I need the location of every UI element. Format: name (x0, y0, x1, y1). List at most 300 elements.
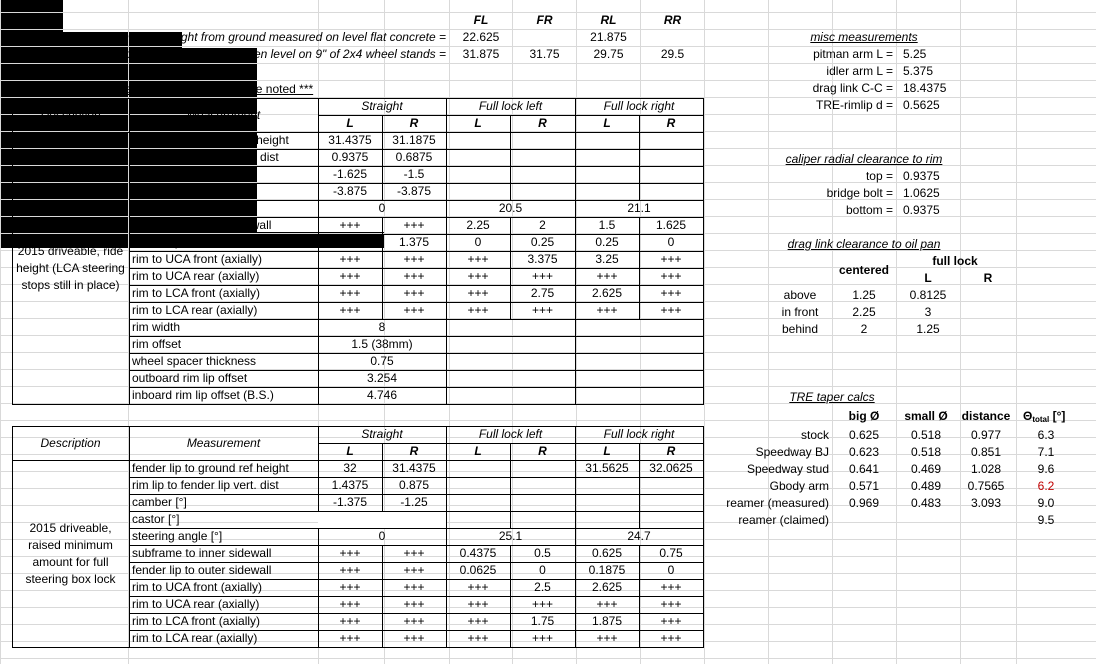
border (639, 494, 640, 511)
tre-distance[interactable]: 0.851 (970, 445, 1002, 459)
header-rr[interactable]: RR (663, 13, 682, 27)
border (639, 132, 640, 149)
value-cell[interactable]: +++ (467, 269, 489, 283)
border (510, 166, 511, 183)
value-cell[interactable]: 32.0625 (649, 461, 693, 475)
border (639, 115, 640, 132)
tre-title[interactable]: TRE taper calcs (789, 390, 875, 404)
value-cell[interactable]: +++ (467, 580, 489, 594)
measurement-label[interactable]: fender lip to ground ref height (132, 461, 289, 475)
tre-row-label[interactable]: Speedway BJ (755, 445, 829, 459)
full-lock-left-header[interactable]: Full lock left (478, 99, 543, 113)
l-header[interactable]: L (346, 116, 354, 130)
border (382, 562, 383, 579)
value-cell[interactable]: +++ (339, 563, 361, 577)
straight-header[interactable]: Straight (361, 99, 403, 113)
border (639, 302, 640, 319)
tre-distance[interactable]: 0.7565 (967, 479, 1005, 493)
value-straight-r[interactable]: -3.875 (396, 184, 432, 198)
tre-theta[interactable]: 9.6 (1037, 462, 1055, 476)
table-border (129, 528, 703, 529)
border (382, 302, 383, 319)
border (382, 630, 383, 647)
table-border (129, 387, 703, 388)
value-cell[interactable]: +++ (467, 631, 489, 645)
border (510, 630, 511, 647)
measurement-label[interactable]: rim offset (132, 337, 182, 351)
table-border (12, 647, 703, 648)
value-cell[interactable]: 0.625 (591, 546, 623, 560)
measurement-label[interactable]: rim lip to fender lip vert. dist (132, 150, 279, 164)
value-straight-l[interactable]: -1.375 (332, 495, 368, 509)
value-cell[interactable]: +++ (403, 286, 425, 300)
table-border (129, 234, 703, 235)
drag-centered-value[interactable]: 2.25 (852, 305, 876, 319)
misc-value[interactable]: 18.4375 (903, 81, 947, 95)
border (510, 460, 511, 477)
tre-big[interactable]: 0.571 (848, 479, 880, 493)
measurement-label[interactable]: rim to LCA front (axially) (132, 614, 261, 628)
full-lock-right-header[interactable]: Full lock right (603, 99, 675, 113)
value-cell[interactable]: 1.5 (598, 218, 616, 232)
caliper-value[interactable]: 0.9375 (903, 203, 940, 217)
tre-big[interactable]: 0.623 (848, 445, 880, 459)
table-border (129, 613, 703, 614)
drag-fulllock-value[interactable]: 1.25 (916, 322, 940, 336)
measurement-label[interactable]: inboard rim lip offset (B.S.) (132, 388, 274, 402)
border (382, 460, 383, 477)
tre-small[interactable]: 0.489 (910, 479, 942, 493)
row2-rr[interactable]: 29.5 (660, 47, 685, 61)
value-straight-r[interactable]: 0.875 (398, 478, 430, 492)
border (639, 443, 640, 460)
tre-row-label[interactable]: stock (800, 428, 829, 442)
table-border (129, 183, 703, 184)
measurement-label[interactable]: rim to LCA rear (axially) (132, 631, 258, 645)
l-header[interactable]: L (474, 116, 482, 130)
border (639, 166, 640, 183)
value-cell[interactable]: +++ (339, 614, 361, 628)
drag-centered[interactable]: centered (838, 263, 890, 277)
description-cell[interactable]: 2015 driveable, ride height (LCA steering stops still in place) (16, 243, 125, 292)
value-cell[interactable]: 1.625 (655, 218, 687, 232)
row1-label[interactable]: Fender lip height from ground measured on level flat concrete = (108, 30, 446, 44)
tre-h-distance[interactable]: distance (961, 409, 1011, 423)
tre-h-big[interactable]: big Ø (848, 409, 880, 423)
table-border (129, 630, 703, 631)
r-header[interactable]: R (409, 444, 419, 458)
measurement-header[interactable]: Measurement (186, 436, 261, 450)
caliper-label[interactable]: bridge bolt = (826, 186, 893, 200)
value-cell[interactable]: +++ (403, 269, 425, 283)
table-border (129, 579, 703, 580)
value-cell[interactable]: 2.25 (466, 218, 490, 232)
row2-fl[interactable]: 31.875 (462, 47, 500, 61)
table-border (129, 200, 703, 201)
value-cell[interactable]: +++ (660, 580, 682, 594)
row2-fr[interactable]: 31.75 (529, 47, 560, 61)
drag-row-label[interactable]: above (783, 288, 817, 302)
value-straight-l[interactable]: -1.625 (332, 167, 368, 181)
caliper-value[interactable]: 1.0625 (903, 186, 940, 200)
description-cell[interactable]: 2015 driveable, raised minimum amount for full steering box lock (25, 520, 116, 586)
tre-small[interactable]: 0.469 (910, 462, 942, 476)
tre-theta[interactable]: 9.0 (1037, 496, 1055, 510)
value-cell[interactable]: 1.375 (398, 235, 430, 249)
measurement-label[interactable]: rim to UCA front (axially) (132, 580, 263, 594)
border (446, 98, 447, 404)
value-cell[interactable]: 32 (343, 461, 357, 475)
border (510, 545, 511, 562)
row2-rl[interactable]: 29.75 (593, 47, 624, 61)
value-cell[interactable]: 2 (539, 218, 546, 232)
measurement-label[interactable]: rim to LCA rear (axially) (132, 303, 258, 317)
header-fl[interactable]: FL (473, 13, 489, 27)
value-straight-l[interactable]: 1.4375 (331, 478, 369, 492)
border (12, 98, 13, 404)
border (575, 98, 576, 404)
border (639, 630, 640, 647)
border (639, 285, 640, 302)
border (639, 183, 640, 200)
measurement-label[interactable]: steering angle [°] (132, 201, 223, 215)
misc-label[interactable]: drag link C-C = (812, 81, 893, 95)
measurement-label[interactable]: camber [°] (132, 167, 187, 181)
value-cell[interactable] (446, 460, 510, 477)
drag-row-label[interactable]: behind (781, 322, 819, 336)
caliper-title[interactable]: caliper radial clearance to rim (785, 152, 943, 166)
value-straight-l[interactable]: 0.9375 (331, 150, 369, 164)
value-steer-straight[interactable]: 0 (378, 529, 386, 543)
table-border (129, 370, 703, 371)
value-cell[interactable]: 3.375 (527, 252, 558, 266)
merged-value[interactable]: 3.254 (366, 371, 398, 385)
r-header[interactable]: R (538, 444, 547, 458)
measurement-label[interactable]: fender lip to outer sidewall (132, 563, 272, 577)
table-border (129, 545, 703, 546)
value-cell[interactable]: 31.4375 (392, 461, 436, 475)
r-header[interactable]: R (666, 116, 676, 130)
value-straight-r[interactable]: -1.5 (403, 167, 425, 181)
value-straight-l[interactable]: -3.875 (332, 184, 368, 198)
table-border (129, 268, 703, 269)
value-cell[interactable]: +++ (531, 631, 554, 645)
border (382, 494, 383, 511)
border (382, 596, 383, 613)
row1-fl[interactable]: 22.625 (462, 30, 500, 44)
misc-value[interactable]: 5.25 (903, 47, 927, 61)
value-cell[interactable]: +++ (403, 546, 425, 560)
value-cell[interactable]: +++ (403, 563, 425, 577)
tre-row-label[interactable]: Speedway stud (746, 462, 829, 476)
value-cell[interactable]: 0.1875 (588, 563, 626, 577)
misc-label[interactable]: TRE-rimlip d = (815, 98, 893, 112)
border (12, 426, 13, 647)
drag-row-label[interactable]: in front (781, 305, 819, 319)
units-note[interactable]: *** all numbers/units are inches unless otherwise noted *** (3, 82, 314, 96)
value-cell[interactable]: +++ (660, 614, 682, 628)
drag-L[interactable]: L (924, 271, 932, 285)
tre-big[interactable]: 0.969 (848, 496, 880, 510)
l-header[interactable]: L (603, 444, 611, 458)
measurement-label[interactable]: rim to UCA rear (axially) (132, 597, 260, 611)
border (639, 149, 640, 166)
value-cell[interactable]: +++ (660, 597, 682, 611)
border (510, 477, 511, 494)
value-cell[interactable]: 0 (667, 563, 675, 577)
measurement-label[interactable]: fender lip to outer sidewall (132, 235, 272, 249)
value-cell[interactable]: 1.75 (530, 614, 555, 628)
value-cell[interactable]: 1.875 (591, 614, 623, 628)
value-cell[interactable]: +++ (339, 303, 361, 317)
measurement-label[interactable]: castor [°] (132, 184, 180, 198)
border (129, 98, 130, 405)
tre-theta[interactable]: 7.1 (1037, 445, 1055, 459)
l-header[interactable]: L (346, 444, 354, 458)
gridline (0, 658, 1096, 659)
row1-rl[interactable]: 21.875 (590, 30, 627, 44)
merged-value[interactable]: 8 (378, 320, 386, 334)
value-cell[interactable]: +++ (403, 303, 425, 317)
value-cell[interactable]: 1.375 (334, 235, 366, 249)
value-cell[interactable]: +++ (596, 269, 618, 283)
border (382, 183, 383, 200)
border (446, 426, 447, 647)
value-cell[interactable]: +++ (403, 597, 425, 611)
value-cell[interactable]: 31.5625 (585, 461, 629, 475)
border (575, 426, 576, 647)
value-cell[interactable]: +++ (596, 303, 618, 317)
r-header[interactable]: R (538, 116, 547, 130)
border (703, 98, 704, 405)
drag-R[interactable]: R (983, 271, 993, 285)
drag-fulllock-value[interactable]: 3 (924, 305, 932, 319)
table-border (129, 285, 703, 286)
tre-small[interactable]: 0.518 (910, 445, 942, 459)
value-cell[interactable]: +++ (531, 303, 554, 317)
r-header[interactable]: R (409, 116, 419, 130)
border (382, 579, 383, 596)
misc-value[interactable]: 0.5625 (903, 98, 940, 112)
table-border (129, 494, 703, 495)
border (639, 613, 640, 630)
border (510, 562, 511, 579)
tre-theta[interactable]: 9.5 (1037, 513, 1055, 527)
value-cell[interactable]: 0.25 (595, 235, 619, 249)
border (318, 426, 319, 647)
value-cell[interactable]: +++ (339, 269, 361, 283)
drag-full-lock[interactable]: full lock (932, 254, 978, 268)
border (382, 132, 383, 149)
tre-theta[interactable]: 6.2 (1037, 479, 1055, 493)
border (382, 251, 383, 268)
tre-row-label[interactable]: Gbody arm (769, 479, 829, 493)
merged-value[interactable]: 1.5 (38mm) (351, 337, 413, 351)
value-cell[interactable]: +++ (531, 597, 554, 611)
gridline (0, 0, 1, 664)
value-cell[interactable]: +++ (339, 286, 361, 300)
measurement-label[interactable]: outboard rim lip offset (132, 371, 248, 385)
tre-h-small[interactable]: small Ø (904, 409, 948, 423)
drag-centered-value[interactable]: 1.25 (852, 288, 876, 302)
value-cell[interactable]: +++ (339, 252, 361, 266)
straight-header[interactable]: Straight (361, 427, 403, 441)
border (382, 443, 383, 460)
value-cell[interactable]: +++ (660, 252, 682, 266)
measurement-label[interactable]: rim lip to fender lip vert. dist (132, 478, 279, 492)
value-straight-r[interactable]: 0.6875 (395, 150, 433, 164)
value-cell[interactable]: +++ (660, 303, 682, 317)
table-border (129, 336, 703, 337)
value-cell[interactable]: +++ (339, 631, 361, 645)
tre-h-theta[interactable] (1020, 408, 1092, 425)
table-border (129, 217, 703, 218)
tre-small[interactable]: 0.483 (910, 496, 942, 510)
tre-big[interactable]: 0.641 (848, 462, 880, 476)
value-cell[interactable]: +++ (403, 631, 425, 645)
border (382, 268, 383, 285)
measurement-label[interactable]: steering angle [°] (132, 529, 223, 543)
value-cell[interactable]: 2.625 (591, 580, 623, 594)
desc-header[interactable]: Description (40, 436, 101, 450)
drag-title[interactable]: drag link clearance to oil pan (787, 237, 941, 251)
value-cell[interactable]: +++ (339, 580, 361, 594)
tre-distance[interactable]: 1.028 (970, 462, 1002, 476)
border (382, 166, 383, 183)
measurement-label[interactable]: rim to LCA front (axially) (132, 286, 261, 300)
measurement-label[interactable]: castor [°] (132, 512, 180, 526)
value-cell[interactable]: +++ (403, 252, 425, 266)
tre-h-theta-unit: [°] (1049, 409, 1066, 423)
value-cell[interactable]: +++ (660, 631, 682, 645)
value-cell[interactable]: +++ (403, 614, 425, 628)
value-cell[interactable]: 0.25 (530, 235, 555, 249)
tre-distance[interactable]: 3.093 (970, 496, 1002, 510)
value-cell[interactable]: +++ (339, 597, 361, 611)
border (510, 268, 511, 285)
value-steer-left[interactable]: 20.5 (498, 201, 523, 215)
value-cell[interactable]: +++ (339, 218, 361, 232)
value-cell[interactable]: +++ (596, 631, 618, 645)
full-lock-left-header[interactable]: Full lock left (478, 427, 543, 441)
value-straight-r[interactable]: 31.1875 (392, 133, 436, 147)
drag-centered-value[interactable]: 2 (860, 322, 868, 336)
value-steer-right[interactable]: 24.7 (627, 529, 651, 543)
value-cell[interactable]: +++ (531, 269, 554, 283)
tre-big[interactable]: 0.625 (848, 428, 880, 442)
tre-distance[interactable]: 0.977 (970, 428, 1002, 442)
desc-header[interactable]: Description (40, 108, 101, 122)
measurement-label[interactable]: subframe to inner sidewall (132, 218, 272, 232)
border (510, 596, 511, 613)
measurement-label[interactable]: rim to UCA rear (axially) (132, 269, 260, 283)
tre-row-label[interactable]: reamer (measured) (726, 496, 829, 510)
value-cell[interactable]: 2.625 (591, 286, 623, 300)
measurement-header[interactable]: Measurement (186, 108, 261, 122)
l-header[interactable]: L (474, 444, 482, 458)
merged-value[interactable]: 4.746 (366, 388, 398, 402)
header-fr[interactable]: FR (536, 13, 553, 27)
value-cell[interactable]: +++ (467, 614, 489, 628)
measurement-label[interactable]: rim to UCA front (axially) (132, 252, 263, 266)
header-rl[interactable]: RL (600, 13, 617, 27)
value-cell[interactable]: 2.75 (530, 286, 555, 300)
misc-label[interactable]: idler arm L = (826, 64, 893, 78)
measurement-label[interactable]: camber [°] (132, 495, 187, 509)
value-cell[interactable]: +++ (660, 269, 682, 283)
value-straight-l[interactable]: 31.4375 (328, 133, 372, 147)
value-cell[interactable]: 0.5 (534, 546, 551, 560)
border (510, 132, 511, 149)
border (639, 460, 640, 477)
caliper-label[interactable]: bottom = (845, 203, 893, 217)
value-cell[interactable]: 0.4375 (459, 546, 497, 560)
value-cell[interactable]: 0 (539, 563, 546, 577)
value-cell[interactable]: +++ (339, 546, 361, 560)
value-cell[interactable]: 0 (667, 235, 675, 249)
table-border (129, 166, 703, 167)
value-cell[interactable]: +++ (467, 303, 489, 317)
border (639, 562, 640, 579)
border (510, 285, 511, 302)
misc-label[interactable]: pitman arm L = (813, 47, 893, 61)
measurement-label[interactable]: subframe to inner sidewall (132, 546, 272, 560)
misc-title[interactable]: misc measurements (810, 30, 918, 44)
caliper-value[interactable]: 0.9375 (903, 169, 940, 183)
value-cell[interactable]: +++ (467, 597, 489, 611)
value-steer-right[interactable]: 21.1 (627, 201, 651, 215)
value-straight-r[interactable]: -1.25 (400, 495, 428, 509)
value-cell[interactable]: 3.25 (595, 252, 619, 266)
value-cell[interactable]: +++ (596, 597, 618, 611)
value-cell[interactable]: +++ (403, 580, 425, 594)
table-border (129, 149, 703, 150)
value-cell[interactable]: 2.5 (534, 580, 551, 594)
row2-label[interactable]: Fender lip height from ground when level on 9" of 2x4 wheel stands = (77, 47, 446, 61)
value-cell[interactable]: +++ (467, 252, 489, 266)
tre-theta[interactable]: 6.3 (1037, 428, 1055, 442)
measurement-label[interactable]: wheel spacer thickness (132, 354, 257, 368)
border (382, 234, 383, 251)
merged-value[interactable]: 0.75 (370, 354, 394, 368)
full-lock-right-header[interactable]: Full lock right (603, 427, 675, 441)
drag-fulllock-value[interactable]: 0.8125 (909, 288, 947, 302)
value-cell[interactable]: 0.0625 (459, 563, 497, 577)
value-cell[interactable]: +++ (403, 218, 425, 232)
value-steer-straight[interactable]: 0 (378, 201, 386, 215)
border (510, 115, 511, 132)
border (510, 511, 511, 528)
border (382, 545, 383, 562)
r-header[interactable]: R (666, 444, 676, 458)
tre-small[interactable]: 0.518 (910, 428, 942, 442)
value-cell[interactable] (510, 460, 575, 477)
value-cell[interactable]: 0 (474, 235, 482, 249)
value-steer-left[interactable]: 25.1 (498, 529, 523, 543)
measurement-label[interactable]: fender lip to ground ref height (132, 133, 289, 147)
border (510, 494, 511, 511)
value-cell[interactable]: +++ (467, 286, 489, 300)
l-header[interactable]: L (603, 116, 611, 130)
border (510, 579, 511, 596)
misc-value[interactable]: 5.375 (903, 64, 934, 78)
value-cell[interactable]: +++ (660, 286, 682, 300)
border (639, 268, 640, 285)
caliper-label[interactable]: top = (865, 169, 893, 183)
measurement-label[interactable]: rim width (132, 320, 181, 334)
tre-row-label[interactable]: reamer (claimed) (738, 513, 829, 527)
value-cell[interactable]: 0.75 (659, 546, 683, 560)
